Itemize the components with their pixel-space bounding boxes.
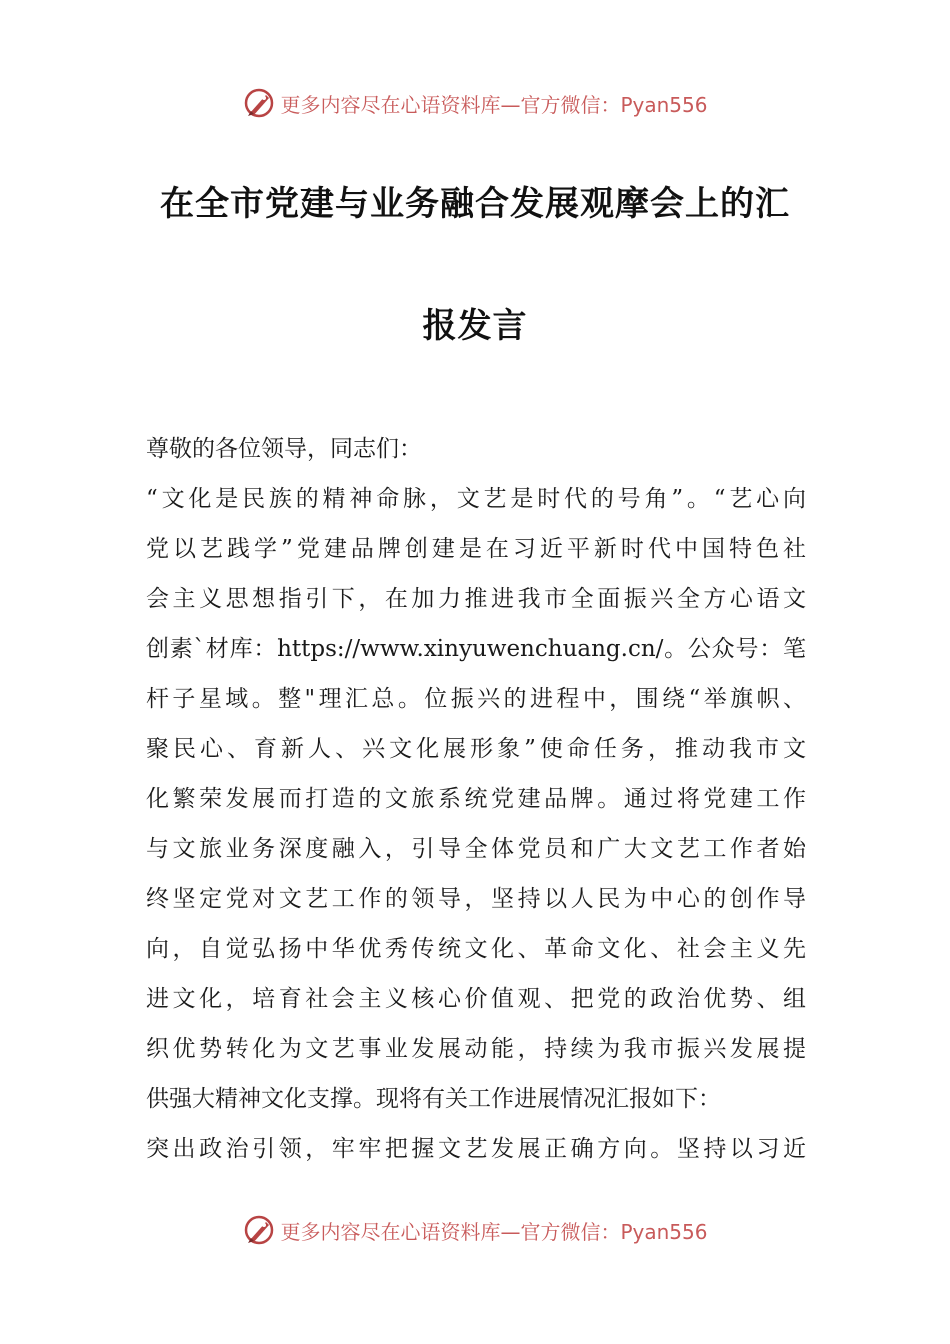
body-line: 向，自觉弘扬中华优秀传统文化、革命文化、社会主义先	[146, 936, 806, 962]
body-line: 终坚定党对文艺工作的领导，坚持以人民为中心的创作导	[146, 886, 806, 912]
footer-banner	[0, 1210, 950, 1250]
body-line: 供强大精神文化支撑。现将有关工作进展情况汇报如下：	[146, 1086, 721, 1112]
body-line: 聚民心、育新人、兴文化展形象”使命任务，推动我市文	[146, 736, 806, 762]
body-line-salutation: 尊敬的各位领导，同志们：	[146, 436, 422, 462]
footer-banner-text: 更多内容尽在心语资料库—官方微信：Pyan556	[280, 1219, 708, 1244]
pen-logo-icon	[242, 86, 276, 120]
body-line: 织优势转化为文艺事业发展动能，持续为我市振兴发展提	[146, 1036, 806, 1062]
pen-logo-icon	[242, 1213, 276, 1247]
body-line: “文化是民族的精神命脉，文艺是时代的号角”。“艺心向	[146, 486, 806, 512]
body-line: 创素`材库：https://www.xinyuwenchuang.cn/。公众号：笔	[146, 636, 806, 662]
document-title-line-2: 报发言	[422, 306, 528, 346]
document-title-line-1: 在全市党建与业务融合发展观摩会上的汇	[160, 184, 790, 224]
body-line: 会主义思想指引下，在加力推进我市全面振兴全方心语文	[146, 586, 806, 612]
body-line: 党以艺践学”党建品牌创建是在习近平新时代中国特色社	[146, 536, 806, 562]
body-line: 突出政治引领，牢牢把握文艺发展正确方向。坚持以习近	[146, 1136, 806, 1162]
header-banner-text: 更多内容尽在心语资料库—官方微信：Pyan556	[280, 92, 708, 117]
body-line: 进文化，培育社会主义核心价值观、把党的政治优势、组	[146, 986, 806, 1012]
header-banner	[0, 83, 950, 123]
body-line: 化繁荣发展而打造的文旅系统党建品牌。通过将党建工作	[146, 786, 806, 812]
body-line: 与文旅业务深度融入，引导全体党员和广大文艺工作者始	[146, 836, 806, 862]
body-line: 杆子星域。整"理汇总。位振兴的进程中，围绕“举旗帜、	[146, 686, 806, 712]
